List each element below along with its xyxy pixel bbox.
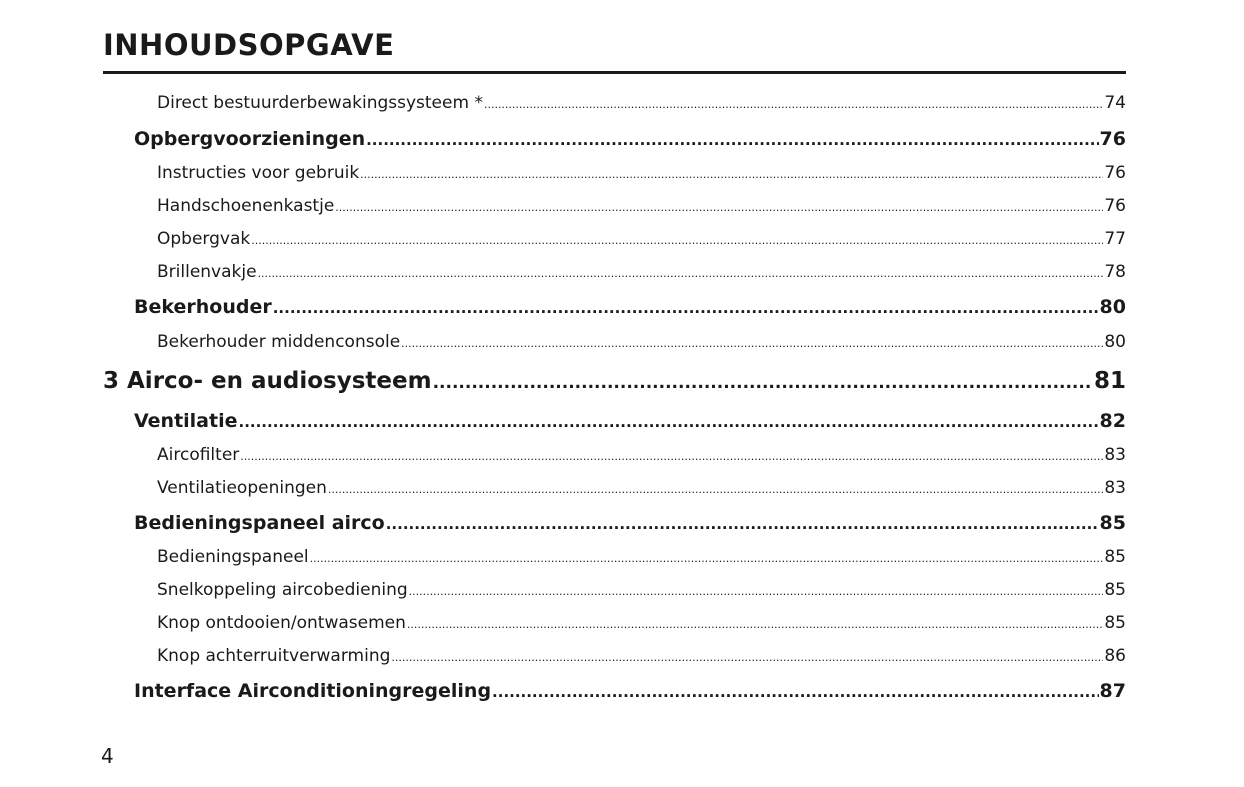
- dot-leader: [239, 413, 1099, 431]
- toc-entry[interactable]: [103, 262, 1126, 282]
- toc-entry-label: Bekerhouder: [134, 296, 272, 318]
- toc-entry-label: Interface Airconditioningregeling: [134, 680, 492, 702]
- toc-entry-label: Snelkoppeling aircobediening: [157, 580, 408, 600]
- toc-entry-page: 76: [1104, 163, 1126, 183]
- toc-entry[interactable]: [103, 547, 1126, 567]
- toc-entry-page: 87: [1099, 680, 1126, 702]
- toc-chapter[interactable]: [103, 368, 1126, 394]
- toc-entry[interactable]: [103, 332, 1126, 352]
- toc-entry[interactable]: [103, 229, 1126, 249]
- dot-leader: [258, 267, 1104, 280]
- toc-entry-label: Bekerhouder middenconsole: [157, 332, 401, 352]
- dot-leader: [251, 234, 1103, 247]
- dot-leader: [391, 651, 1103, 664]
- toc-entry[interactable]: [103, 196, 1126, 216]
- toc-entry-page: 83: [1104, 478, 1126, 498]
- toc-entry-label: Bedieningspaneel: [157, 547, 309, 567]
- toc-entry-page: 76: [1099, 128, 1126, 150]
- dot-leader: [328, 483, 1103, 496]
- dot-leader: [407, 618, 1103, 631]
- toc-entry-label: Handschoenenkastje: [157, 196, 335, 216]
- toc-entry-page: 83: [1104, 445, 1126, 465]
- toc-entry-label: Brillenvakje: [157, 262, 257, 282]
- toc-entry-page: 85: [1104, 547, 1126, 567]
- toc-entry-label: Instructies voor gebruik: [157, 163, 360, 183]
- toc-entry-label: Ventilatie: [134, 410, 238, 432]
- toc-entry[interactable]: [103, 680, 1126, 702]
- toc-entry-label: 3 Airco- en audiosysteem: [103, 368, 432, 394]
- dot-leader: [335, 201, 1103, 214]
- title-divider: [103, 71, 1126, 74]
- toc-entry-label: Opbergvak: [157, 229, 251, 249]
- toc-entry[interactable]: [103, 445, 1126, 465]
- toc-entry[interactable]: [103, 478, 1126, 498]
- toc-entry-page: 78: [1104, 262, 1126, 282]
- toc-entry-page: 74: [1104, 93, 1126, 113]
- dot-leader: [240, 450, 1103, 463]
- dot-leader: [366, 131, 1098, 149]
- dot-leader: [360, 168, 1103, 181]
- toc-entry[interactable]: [103, 512, 1126, 534]
- dot-leader: [492, 683, 1099, 701]
- toc-entry-label: Ventilatieopeningen: [157, 478, 327, 498]
- toc-entry-label: Aircofilter: [157, 445, 240, 465]
- dot-leader: [386, 515, 1099, 533]
- toc-entry-page: 80: [1099, 296, 1126, 318]
- toc-entry[interactable]: [103, 93, 1126, 113]
- toc-entry-label: Opbergvoorzieningen: [134, 128, 366, 150]
- dot-leader: [433, 373, 1093, 393]
- toc-entry-label: Knop achterruitverwarming: [157, 646, 391, 666]
- toc-entry[interactable]: [103, 296, 1126, 318]
- dot-leader: [484, 98, 1103, 111]
- toc-entry-page: 80: [1104, 332, 1126, 352]
- toc-entry[interactable]: [103, 646, 1126, 666]
- dot-leader: [401, 337, 1103, 350]
- dot-leader: [409, 585, 1104, 598]
- toc-entry[interactable]: [103, 163, 1126, 183]
- toc-entry-page: 81: [1093, 368, 1126, 394]
- toc-entry-page: 85: [1104, 613, 1126, 633]
- toc-entry-label: Knop ontdooien/ontwasemen: [157, 613, 406, 633]
- page-title: INHOUDSOPGAVE: [103, 28, 395, 62]
- toc-entry-page: 77: [1104, 229, 1126, 249]
- toc-entry[interactable]: [103, 613, 1126, 633]
- toc-entry-page: 82: [1099, 410, 1126, 432]
- page-number: 4: [101, 744, 114, 768]
- toc-entry[interactable]: [103, 580, 1126, 600]
- dot-leader: [273, 299, 1099, 317]
- toc-entry[interactable]: [103, 410, 1126, 432]
- toc-entry-label: Bedieningspaneel airco: [134, 512, 385, 534]
- toc-entry-page: 85: [1099, 512, 1126, 534]
- dot-leader: [310, 552, 1104, 565]
- toc-entry-page: 86: [1104, 646, 1126, 666]
- toc-entry-label: Direct bestuurderbewakingssysteem *: [157, 93, 483, 113]
- toc-entry-page: 76: [1104, 196, 1126, 216]
- toc-entry-page: 85: [1104, 580, 1126, 600]
- toc-entry[interactable]: [103, 128, 1126, 150]
